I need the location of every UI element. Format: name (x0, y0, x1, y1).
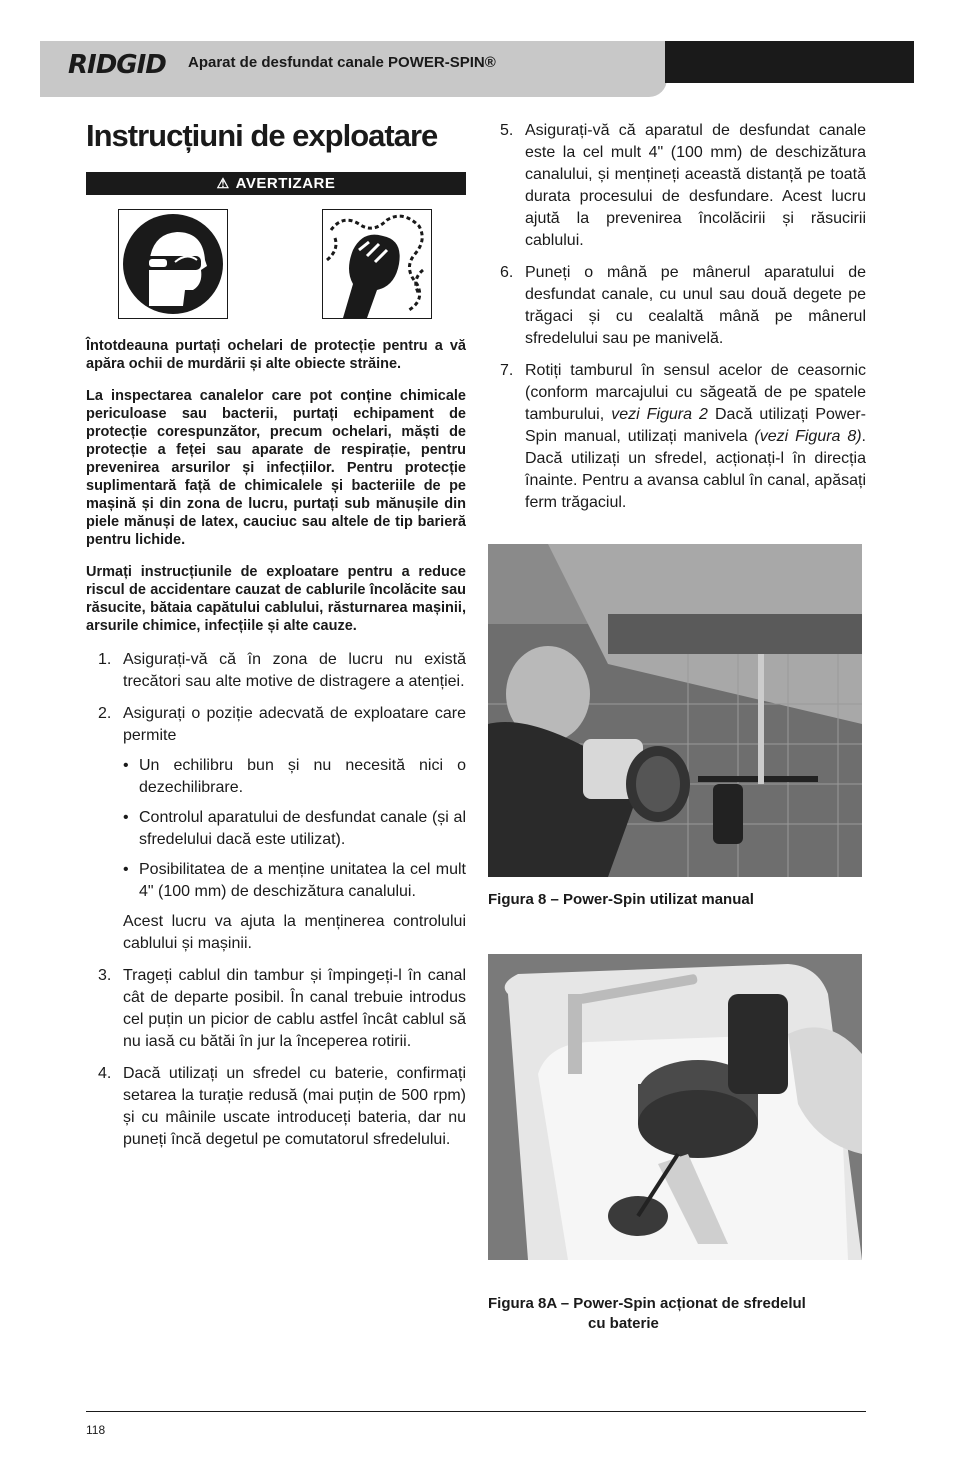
figure-8-photo (488, 544, 862, 877)
page-number: 118 (86, 1423, 106, 1437)
list-text: . Dacă utilizați un sfredel, acționați-l în direcția înainte. Pentru a avansa cablul în canal, apăsați ferm trăgaciul. (525, 428, 866, 511)
list-number: 7. (500, 362, 514, 379)
chemical-hazard-hand-icon (322, 209, 432, 319)
list-text: Asigurați-vă că aparatul de desfundat canale este la cel mult 4" (100 mm) de deschizătura canalului, și mențineți această distanță pe toată durata procesului de desfundare. Acest lucru ajută la prevenirea încolăcirii și răsucirii cablului. (525, 122, 866, 249)
list-text: Puneți o mână pe mânerul aparatului de desfundat canale, cu unul sau două degete pe trăgaci și cu cealaltă mână pe mânerul sfredelului sau pe manivelă. (525, 264, 866, 347)
bullet-text: Posibilitatea de a menține unitatea la cel mult 4" (100 mm) de deschizătura canalului. (139, 861, 466, 900)
bullet-item: • Un echilibru bun și nu necesită nici o dezechilibrare. (123, 757, 466, 796)
warning-paragraph-instructions: Urmați instrucțiunile de exploatare pentru a reduce riscul de accidentare cauzat de cablurile încolăcite sau răsucite, bătaia capătului cablului, răsturnarea mașinii, arsurile chimice, infecțiile și alte cauze. (86, 564, 466, 634)
list-item (86, 965, 466, 1053)
list-text: Asigurați-vă că în zona de lucru nu există trecători sau alte motive de distragere a atenției. (123, 651, 466, 690)
figure-8a-caption-line2: cu baterie (588, 1315, 659, 1332)
list-item (86, 1063, 466, 1151)
figure-reference: (vezi Figura 8) (754, 428, 862, 445)
list-text: Dacă utilizați un sfredel cu baterie, confirmați setarea la turație redusă (mai puțin de 500 rpm) și cu mâinile uscate introduceți bateria, dar nu puneți încă degetul pe comutatorul sfredelului. (123, 1065, 466, 1148)
list-text: Trageți cablul din tambur și împingeți-l în canal cât de departe posibil. În canal trebuie introdus cel puțin un picior de cablu astfel încât cablul să nu iasă cu bătăi în jur la începerea rotirii. (123, 967, 466, 1050)
warning-triangle-icon: ⚠ (216, 175, 230, 191)
list-number: 6. (500, 264, 514, 281)
list-number: 1. (98, 651, 112, 668)
list-item (86, 649, 466, 693)
safety-goggles-icon (118, 209, 228, 319)
warning-paragraph-chemicals: La inspectarea canalelor care pot conține chimicale periculoase sau bacterii, purtați echipament de protecție corespunzător, precum ochelari, măști de protecție a feței sau aparate de respirație, pentru prevenirea arsurilor și infecțiilor. Pentru protecție suplimentară față de chimicalele și bacteriile de pe mașină și din zona de lucru, purtați sub mănușile din piele mănuși de latex, cauciuc sau altele de tip barieră pentru lichide. (86, 388, 466, 548)
figure-reference: vezi Figura 2 (611, 406, 708, 423)
bullet-text: Un echilibru bun și nu necesită nici o dezechilibrare. (139, 757, 466, 796)
list-number: 5. (500, 122, 514, 139)
list-item (488, 120, 866, 252)
bullet-item: • Posibilitatea de a menține unitatea la cel mult 4" (100 mm) de deschizătura canalului. (123, 861, 466, 900)
warning-label: AVERTIZARE (235, 175, 336, 192)
figure-8a-caption (488, 1294, 806, 1334)
ridgid-logo: RIDGID (68, 50, 166, 80)
bullet-text: Controlul aparatului de desfundat canale (și al sfredelului dacă este utilizat). (139, 809, 466, 848)
figure-8a-caption-line1: Figura 8A – Power-Spin acționat de sfredelul (488, 1295, 806, 1312)
instruction-list-right (488, 120, 866, 514)
figure-8-caption: Figura 8 – Power-Spin utilizat manual (488, 891, 754, 908)
list-item (488, 360, 866, 514)
warning-banner (86, 172, 466, 195)
figure-8a-photo (488, 954, 862, 1260)
header-title: Aparat de desfundat canale POWER-SPIN® (188, 54, 496, 71)
item2-followup: Acest lucru va ajuta la menținerea controlului cablului și mașinii. (123, 913, 466, 952)
left-column (86, 118, 466, 1161)
list-item (488, 262, 866, 350)
header-black-block (665, 41, 914, 83)
list-number: 3. (98, 967, 112, 984)
list-text: Dacă utilizați Power-Spin manual, utilizați manivela (525, 406, 867, 445)
bullet-item: • Controlul aparatului de desfundat canale (și al sfredelului dacă este utilizat). (123, 809, 466, 848)
list-number: 2. (98, 705, 112, 722)
warning-paragraph-goggles: Întotdeauna purtați ochelari de protecție pentru a vă apăra ochii de murdării și alte obiecte străine. (86, 338, 466, 372)
instruction-list-left (86, 649, 466, 1151)
list-text: Asigurați o poziție adecvată de exploatare care permite (123, 705, 466, 744)
right-column (488, 120, 867, 1332)
list-item (86, 703, 466, 955)
list-text: Rotiți tamburul în sensul acelor de ceasornic (conform marcajului cu săgeată de pe spatele tamburului, (525, 362, 866, 423)
bullet-list (123, 755, 466, 903)
list-number: 4. (98, 1065, 112, 1082)
safety-icons (86, 209, 466, 337)
footer-divider (86, 1411, 866, 1412)
section-heading: Instrucțiuni de exploatare (86, 118, 438, 153)
